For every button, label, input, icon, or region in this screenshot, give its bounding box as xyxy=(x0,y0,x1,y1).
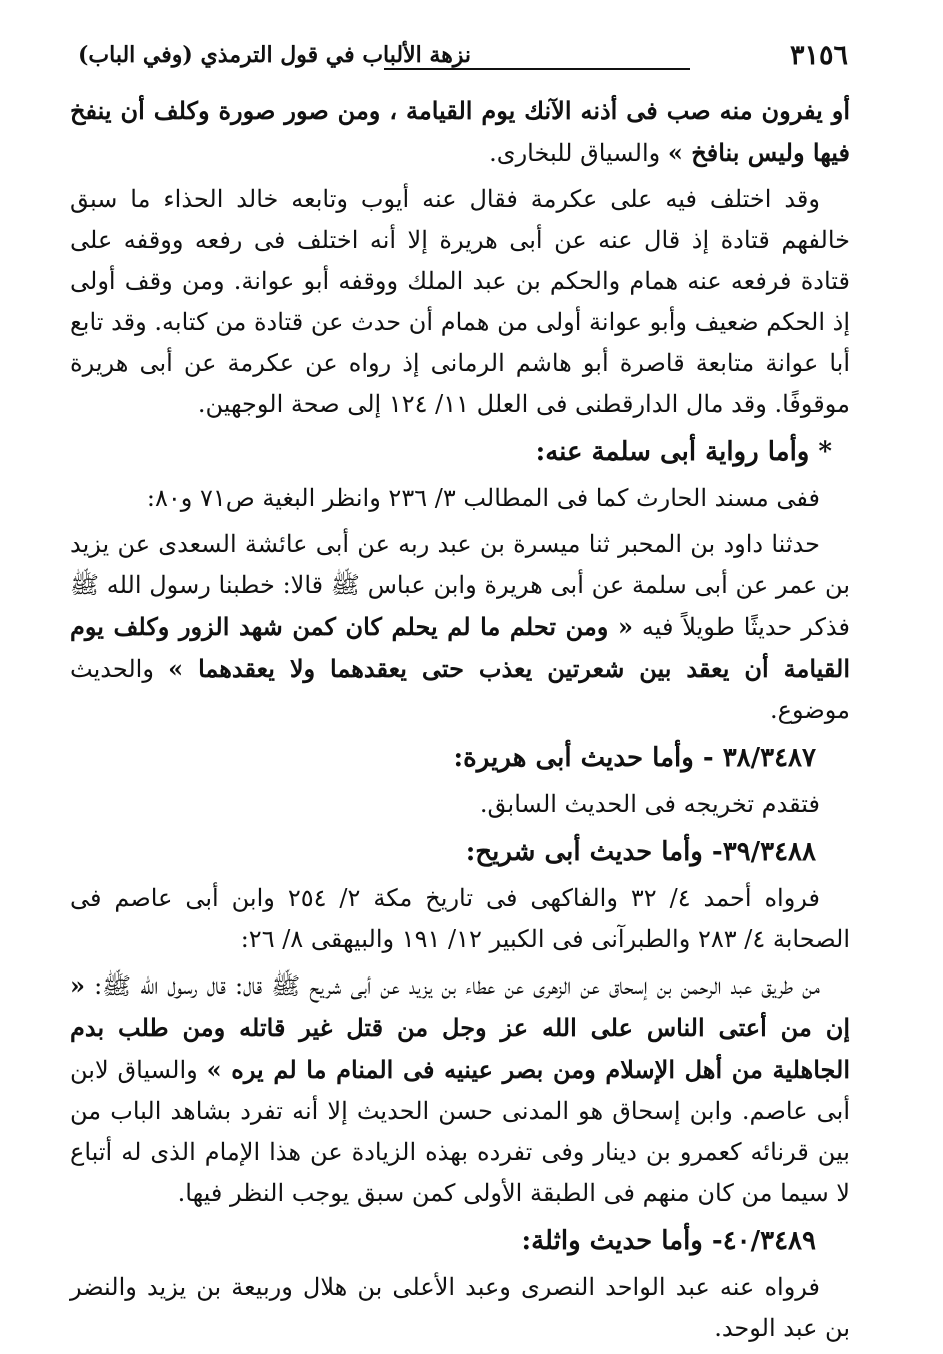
paragraph: فرواه عنه عبد الواحد النصرى وعبد الأعلى بن هلال وربيعة بن يزيد والنضر بن عبد الوحد. xyxy=(70,1273,850,1342)
paragraph: ففى مسند الحارث كما فى المطالب ٣/ ٢٣٦ وانظر البغية ص٧١ و٨٠: xyxy=(146,484,820,512)
hadith-text: « إن من أعتى الناس على الله عز وجل من قتل غير قاتله ومن طلب بدم الجاهلية من أهل الإسلام ومن بصر عينيه فى المنام ما لم يره » xyxy=(70,971,850,1084)
header-rule xyxy=(384,68,690,70)
paragraph-text: حدثنا داود بن المحبر ثنا ميسرة بن عبد ربه عن أبى عائشة السعدى عن يزيد بن عمر عن أبى سلمة عن أبى هريرة وابن عباس ﷺ قالا: خطبنا رسول الله ﷺ فذكر حديثًا طويلاً فيه xyxy=(70,530,850,641)
page-body xyxy=(70,90,850,1354)
hadith-text: « ومن تحلم ما لم يحلم كان كمن شهد الزور وكلف يوم القيامة أن يعقد بين شعرتين يعذب حتى يعقدهما ولا يعقدهما » xyxy=(70,612,850,683)
page-number: ٣١٥٦ xyxy=(789,40,848,71)
paragraph-text: من طريق عبد الرحمن بن إسحاق عن الزهرى عن عطاء بن يزيد عن أبى شريح ﷺ قال: قال رسول الله ﷺ: xyxy=(85,972,820,1000)
running-title: نزهة الألباب في قول الترمذي (وفي الباب) xyxy=(78,42,472,68)
paragraph-text: والحديث موضوع. xyxy=(70,655,850,724)
page-header xyxy=(78,38,848,82)
paragraph xyxy=(70,90,850,174)
section-heading: * وأما رواية أبى سلمة عنه: xyxy=(535,437,832,467)
section-heading: ٣٩/٣٤٨٨- وأما حديث أبى شريح: xyxy=(465,837,816,867)
section-heading: ٤٠/٣٤٨٩- وأما حديث واثلة: xyxy=(521,1226,816,1256)
paragraph-text: والسياق لابن أبى عاصم. وابن إسحاق هو المدنى حسن الحديث إلا أنه تفرد بشاهد الباب من بين قرنائه كعمرو بن دينار وفى تفرده بهذه الزيادة عن هذا الإمام الذى له أتباع لا سيما من كان منهم فى الطبقة الأولى كمن سبق يوجب النظر فيها. xyxy=(70,1056,850,1207)
paragraph: وقد اختلف فيه على عكرمة فقال عنه أيوب وتابعه خالد الحذاء ما سبق خالفهم قتادة إذ قال عنه عن أبى هريرة إلا أنه اختلف فى رفعه ووقفه على قتادة فرفعه عنه همام والحكم بن عبد الملك ووقفه أبو عوانة. ومن وقف أولى إذ الحكم ضعيف وأبو عوانة أولى من همام أن حدث عن قتادة من كتابه. وقد تابع أبا عوانة متابعة قاصرة أبو هاشم الرمانى إذ رواه عن عكرمة عن أبى هريرة موقوفًا. وقد مال الدارقطنى فى العلل ١١/ ١٢٤ إلى صحة الوجهين. xyxy=(70,185,851,418)
paragraph xyxy=(70,965,850,1214)
paragraph-text: والسياق للبخارى. xyxy=(489,139,668,167)
paragraph: فرواه أحمد ٤/ ٣٢ والفاكهى فى تاريخ مكة ٢/ ٢٥٤ وابن أبى عاصم فى الصحابة ٤/ ٢٨٣ والطبرآنى فى الكبير ١٢/ ١٩١ والبيهقى ٨/ ٢٦: xyxy=(70,884,850,953)
paragraph: فتقدم تخريجه فى الحديث السابق. xyxy=(479,790,820,818)
hadith-text: أو يفرون منه صب فى أذنه الآنك يوم القيامة ، ومن صور صورة وكلف أن ينفخ فيها وليس بنافخ » xyxy=(70,96,850,167)
paragraph xyxy=(70,524,850,731)
section-heading: ٣٨/٣٤٨٧ - وأما حديث أبى هريرة: xyxy=(453,743,816,773)
